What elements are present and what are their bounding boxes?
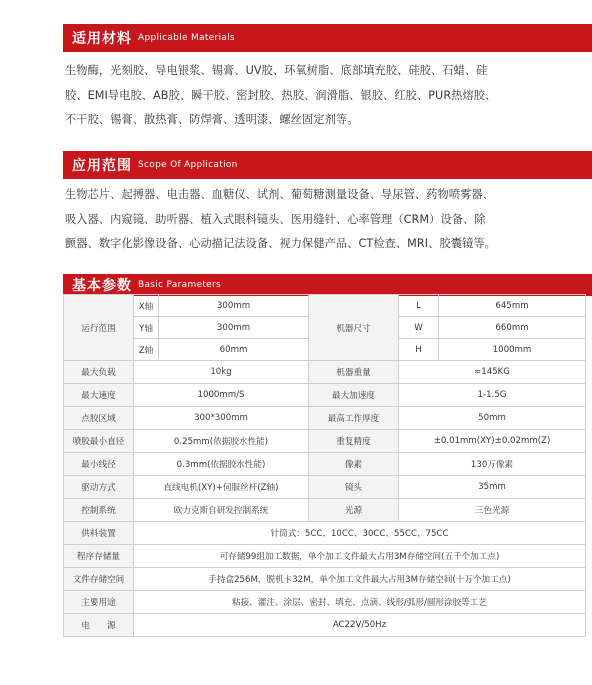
param-label: 重复精度	[309, 430, 399, 453]
section-header-applicable-materials	[63, 24, 592, 52]
text-line: 颤器、数字化影像设备、心动描记法设备、视力保健产品、CT检查、MRI、胶囊镜等。	[65, 237, 496, 250]
parameters-table	[63, 294, 586, 637]
table-row	[64, 522, 586, 545]
param-label: 点胶区域	[64, 407, 134, 430]
text-line: 生物芯片、起搏器、电击器、血糖仪、试剂、葡萄糖测量设备、导尿管、药物喷雾器、	[65, 188, 494, 201]
table-row	[64, 361, 586, 384]
param-label: 文件存储空间	[64, 568, 134, 591]
param-value: 针筒式：5CC、10CC、30CC、55CC、75CC	[134, 522, 586, 545]
table-row	[64, 430, 586, 453]
axis-value: 300mm	[159, 295, 309, 317]
table-row	[64, 295, 586, 317]
param-label: 喷胶最小直径	[64, 430, 134, 453]
param-value: 130万像素	[399, 453, 586, 476]
axis-label: Z轴	[134, 339, 159, 361]
section-header-basic-parameters	[63, 274, 592, 296]
param-label: 镜头	[309, 476, 399, 499]
table-row	[64, 591, 586, 614]
applicable-materials-text	[65, 59, 575, 133]
param-value: 欧力克斯自研发控制系统	[134, 499, 309, 522]
section-title-en: Basic Parameters	[138, 280, 222, 290]
axis-label: Y轴	[134, 317, 159, 339]
table-row	[64, 499, 586, 522]
table-row	[64, 568, 586, 591]
dimension-label: H	[399, 339, 439, 361]
dimension-label: L	[399, 295, 439, 317]
param-label: 最大速度	[64, 384, 134, 407]
section-title-zh: 应用范围	[72, 158, 132, 174]
text-line: 生物酶，光刻胶、导电银浆、锡膏、UV胶、环氧树脂、底部填充胶、硅胶、石蜡、硅	[65, 64, 488, 77]
param-value: 35mm	[399, 476, 586, 499]
param-label: 最小线径	[64, 453, 134, 476]
text-line: 不干胶、锡膏、散热膏、防焊膏、透明漆、螺丝固定剂等。	[65, 113, 359, 126]
param-label: 最高工作厚度	[309, 407, 399, 430]
param-value: ≈145KG	[399, 361, 586, 384]
table-row	[64, 476, 586, 499]
param-label: 最大负载	[64, 361, 134, 384]
table-row	[64, 614, 586, 637]
section-title-en: Applicable Materials	[138, 33, 235, 43]
param-value: 可存储99组加工数据，单个加工文件最大占用3M存储空间(五千个加工点)	[134, 545, 586, 568]
table-row	[64, 453, 586, 476]
dimension-value: 660mm	[439, 317, 586, 339]
param-label: 光源	[309, 499, 399, 522]
param-value: 50mm	[399, 407, 586, 430]
param-label: 机器重量	[309, 361, 399, 384]
axis-value: 300mm	[159, 317, 309, 339]
axis-label: X轴	[134, 295, 159, 317]
param-label: 程序存储量	[64, 545, 134, 568]
param-value: AC22V/50Hz	[134, 614, 586, 637]
dimension-label: W	[399, 317, 439, 339]
param-value: ±0.01mm(XY)±0.02mm(Z)	[399, 430, 586, 453]
application-scope-text	[65, 183, 575, 257]
dimension-value: 645mm	[439, 295, 586, 317]
param-value: 300*300mm	[134, 407, 309, 430]
param-value: 0.3mm(依据胶水性能)	[134, 453, 309, 476]
param-value: 三色光源	[399, 499, 586, 522]
text-line: 吸入器、内窥镜、助听器、植入式眼科镜头、医用缝针、心率管理（CRM）设备、除	[65, 212, 486, 226]
table-row	[64, 384, 586, 407]
param-label: 最大加速度	[309, 384, 399, 407]
param-label: 供料装置	[64, 522, 134, 545]
dimension-value: 1000mm	[439, 339, 586, 361]
axis-value: 60mm	[159, 339, 309, 361]
param-label: 控制系统	[64, 499, 134, 522]
section-title-en: Scope Of Application	[138, 160, 238, 170]
table-row	[64, 407, 586, 430]
param-value: 0.25mm(依据胶水性能)	[134, 430, 309, 453]
param-value: 手持盒256M，脱机卡32M，单个加工文件最大占用3M存储空间(十万个加工点)	[134, 568, 586, 591]
param-value: 1-1.5G	[399, 384, 586, 407]
param-label: 驱动方式	[64, 476, 134, 499]
param-label: 像素	[309, 453, 399, 476]
section-header-application-scope	[63, 151, 592, 179]
param-value: 1000mm/S	[134, 384, 309, 407]
param-value: 直线电机(XY)+伺服丝杆(Z轴)	[134, 476, 309, 499]
param-value: 粘接、灌注、涂层、密封、填充、点滴、线形/弧形/圆形涂胶等工艺	[134, 591, 586, 614]
travel-range-label: 运行范围	[64, 295, 134, 361]
param-value: 10kg	[134, 361, 309, 384]
table-row	[64, 545, 586, 568]
section-title-zh: 基本参数	[72, 278, 132, 294]
param-label: 电 源	[64, 614, 134, 637]
text-line: 胶、EMI导电胶、AB胶、瞬干胶、密封胶、热胶、润滑脂、银胶、红胶、PUR热熔胶、	[65, 88, 497, 102]
machine-size-label: 机器尺寸	[309, 295, 399, 361]
section-title-zh: 适用材料	[72, 31, 132, 47]
param-label: 主要用途	[64, 591, 134, 614]
